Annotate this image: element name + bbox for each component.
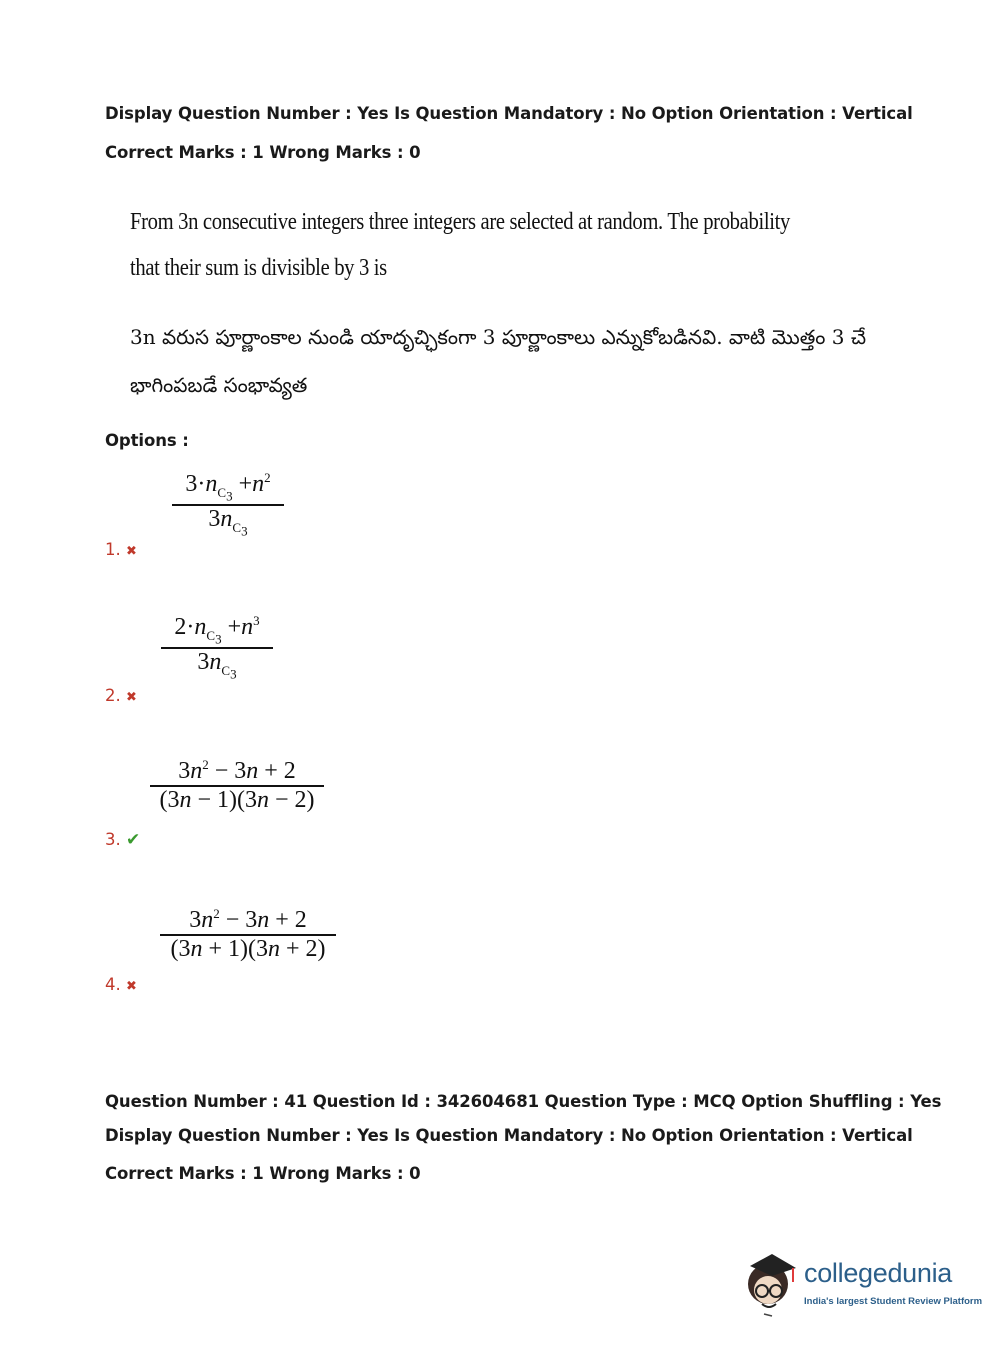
wrong-mark-icon: ✖ [126,544,137,559]
question-marks-line: Correct Marks : 1 Wrong Marks : 0 [105,143,421,162]
question-text-english-line-2: that their sum is divisible by 3 is [130,255,387,281]
next-question-meta-line-1: Question Number : 41 Question Id : 342604681 Question Type : MCQ Option Shuffling : Yes [105,1092,942,1111]
question-text-telugu-line-2: భాగింపబడే సంభావ్యత [130,373,308,397]
question-text-telugu-line-1: 3n వరుస పూర్ణాంకాల నుండి యాదృచ్ఛికంగా 3 పూర్ణాంకాలు ఎన్నుకోబడినవి. వాటి మొత్తం 3 చే [130,325,867,349]
option-1-formula: $3\cdot n_{C_3} +n^2$ $3n_{C_3}$ [172,470,284,539]
option-4-formula: $3n^2 - 3n + 2$ (3n + 1)(3n + 2) [160,906,336,963]
option-4[interactable] [105,975,137,994]
options-label: Options : [105,431,189,450]
brand-tagline: India's largest Student Review Platform [804,1296,983,1307]
option-3-formula: $3n^2 - 3n + 2$ (3n − 1)(3n − 2) [150,757,324,814]
brand-logo-text: collegedunia [804,1258,953,1288]
option-2[interactable] [105,686,137,705]
option-3-number: 3. [105,830,121,849]
option-2-number: 2. [105,686,121,705]
option-3[interactable] [105,830,140,850]
option-1-number: 1. [105,540,121,559]
option-1[interactable] [105,540,137,559]
next-question-marks-line: Correct Marks : 1 Wrong Marks : 0 [105,1164,421,1183]
option-4-number: 4. [105,975,121,994]
correct-check-icon: ✔ [126,830,141,850]
wrong-mark-icon: ✖ [126,979,137,994]
question-meta-line-1: Display Question Number : Yes Is Question Mandatory : No Option Orientation : Vertical [105,104,913,123]
wrong-mark-icon: ✖ [126,690,137,705]
option-2-formula: $2\cdot n_{C_3} +n^3$ $3n_{C_3}$ [161,613,273,682]
question-text-english-line-1: From 3n consecutive integers three integers are selected at random. The probability [130,209,790,235]
next-question-meta-line-2: Display Question Number : Yes Is Question Mandatory : No Option Orientation : Vertical [105,1126,913,1145]
